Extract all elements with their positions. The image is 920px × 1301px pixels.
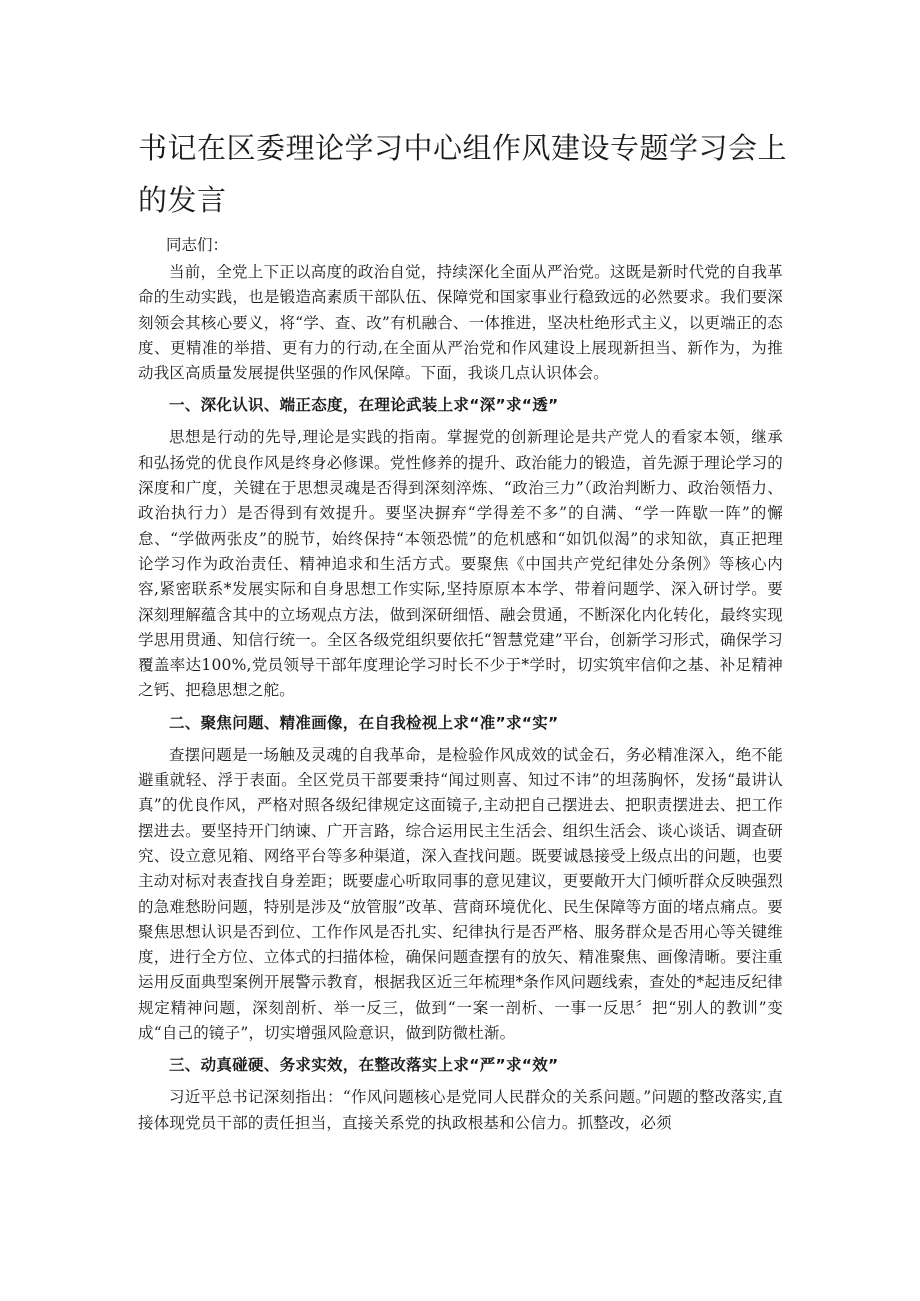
document-title: 书记在区委理论学习中心组作风建设专题学习会上的发言	[138, 131, 788, 217]
section-1-body: 思想是行动的先导,理论是实践的指南。掌握党的创新理论是共产党人的看家本领，继承和弘扬党的优良作风是终身必修课。党性修养的提升、政治能力的锻造，首先源于理论学习的深度和广度，关键在于思想灵魂是否得到深刻淬炼、“政治三力”（政治判断力、政治领悟力、政治执行力）是否得到有效提升。要坚决摒弃“学得差不多”的自满、“学一阵歇一阵”的懈怠、“学做两张皮”的脱节，始终保持“本领恐慌”的危机感和“如饥似渴”的求知欲，真正把理论学习作为政治责任、精神追求和生活方式。要聚焦《中国共产党纪律处分条例》等核心内容,紧密联系*发展实际和自身思想工作实际,坚持原原本本学、带着问题学、深入研讨学。要深刻理解蕴含其中的立场观点方法，做到深研细悟、融会贯通，不断深化内化转化，最终实现学思用贯通、知信行统一。全区各级党组织要依托“智慧党建”平台，创新学习形式，确保学习覆盖率达100%,党员领导干部年度理论学习时长不少于*学时，切实筑牢信仰之基、补足精神之钙、把稳思想之舵。	[138, 428, 783, 700]
section-2-body: 查摆问题是一场触及灵魂的自我革命，是检验作风成效的试金石，务必精准深入，绝不能避重就轻、浮于表面。全区党员干部要秉持“闻过则喜、知过不讳”的坦荡胸怀，发扬“最讲认真”的优良作风，严格对照各级纪律规定这面镜子,主动把自己摆进去、把职责摆进去、把工作摆进去。要坚持开门纳谏、广开言路，综合运用民主生活会、组织生活会、谈心谈话、调查研究、设立意见箱、网络平台等多种渠道，深入查找问题。既要诚恳接受上级点出的问题，也要主动对标对表查找自身差距；既要虚心听取同事的意见建议，更要敞开大门倾听群众反映强烈的急难愁盼问题，特别是涉及“放管服”改革、营商环境优化、民生保障等方面的堵点痛点。要聚焦思想认识是否到位、工作作风是否扎实、纪律执行是否严格、服务群众是否用心等关键维度，进行全方位、立体式的扫描体检，确保问题查摆有的放矢、精准聚焦、画像清晰。要注重运用反面典型案例开展警示教育，根据我区近三年梳理*条作风问题线索，查处的*起违反纪律规定精神问题，深刻剖析、举一反三，做到“一案一剖析、一事一反思〞把“别人的教训”变成“自己的镜子”，切实增强风险意识，做到防微杜渐。	[138, 745, 783, 1043]
section-3-body: 习近平总书记深刻指出：“作风问题核心是党同人民群众的关系问题。”问题的整改落实,直接体现党员干部的责任担当，直接关系党的执政根基和公信力。抓整改，必须	[138, 1088, 783, 1132]
section-3-heading: 三、动真碰硬、务求实效，在整改落实上求“严”求“效”	[169, 1056, 559, 1075]
section-2-heading: 二、聚焦问题、精准画像，在自我检视上求“准”求“实”	[169, 713, 559, 732]
intro-paragraph: 当前，全党上下正以高度的政治自觉，持续深化全面从严治党。这既是新时代党的自我革命的生动实践，也是锻造高素质干部队伍、保障党和国家事业行稳致远的必然要求。我们要深刻领会其核心要义，将“学、查、改”有机融合、一体推进，坚决杜绝形式主义，以更端正的态度、更精准的举措、更有力的行动,在全面从严治党和作风建设上展现新担当、新作为，为推动我区高质量发展提供坚强的作风保障。下面，我谈几点认识体会。	[138, 263, 783, 383]
salutation: 同志们：	[166, 236, 229, 254]
section-1-heading: 一、深化认识、端正态度，在理论武装上求“深”求“透”	[169, 396, 559, 415]
document-body	[138, 260, 783, 1136]
